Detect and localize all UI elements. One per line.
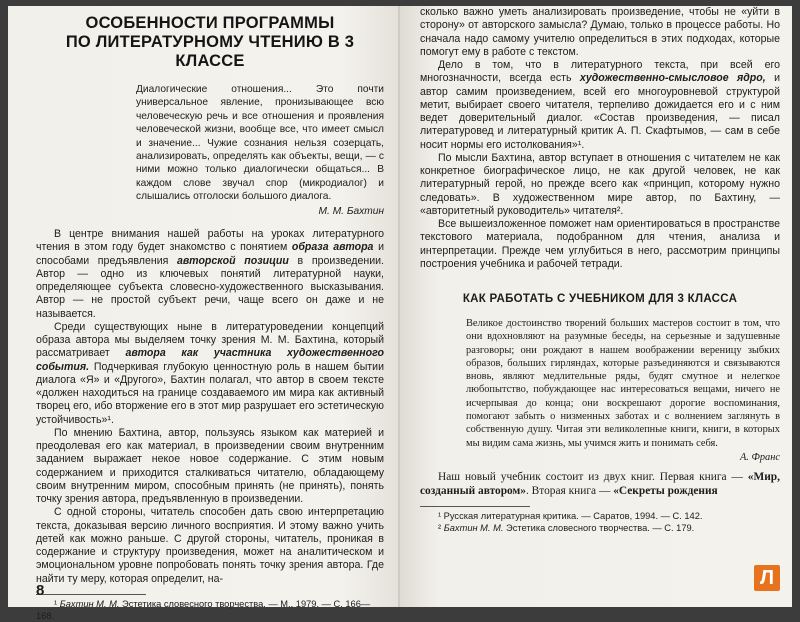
footnote-mark: ¹	[54, 598, 58, 609]
footnote-mark: ²	[438, 523, 442, 534]
footnote-divider	[36, 594, 146, 595]
text-span: и способами предъявления	[36, 241, 384, 267]
paragraph: С одной стороны, читатель способен дать свою интерпретацию текста, доказывая версию личного восприятия. И этому важно учить детей как можно раньше. С другой стороны, читатель, проникая в содержание и структуру произведения, может на аналитическом и эмоциональном уровне попробовать понять точку зрения автора. Где найти ту меру, которая определит, на-	[36, 506, 384, 585]
book-title: «Секреты рождения	[613, 485, 718, 498]
text-span: . Вторая книга —	[525, 485, 614, 498]
paragraph: По мнению Бахтина, автор, пользуясь языком как материей и преодолевая его как материал, в произведении своим внутренним заданием выражает некое новое содержание. С этим новым содержанием и приходится сталкиваться читателю, обладающему своим внутренним миром, способным принять (не принять), понять точку зрения автора, предъявленную в произведении.	[36, 426, 384, 506]
page-title	[36, 14, 384, 71]
text-span: в произведении. Автор — одно из ключевых понятий литературной науки, определяющее субъекта словесно-художественного высказывания. Автор — не простой субъект речи, чаще всего он даже и не называется.	[36, 254, 384, 320]
emphasis: авторской позиции	[177, 254, 289, 267]
body-text	[36, 228, 384, 586]
footnote-author: Бахтин М. М.	[443, 523, 504, 534]
emphasis: образа автора	[291, 241, 374, 254]
emphasis: автора как участника художественного события.	[36, 347, 384, 373]
right-page	[400, 6, 792, 607]
text-span: Наш новый учебник состоит из двух книг. Первая книга —	[438, 471, 748, 484]
paragraph: сколько важно уметь анализировать произведение, чтобы не «уйти в сторону» от авторского замысла? Думаю, только в процессе работы. Но сначала надо самому учителю определиться в этих подходах, которые помогут ему в работе с текстом.	[420, 6, 780, 58]
emphasis: художественно-смысловое ядро,	[579, 72, 766, 85]
left-page	[8, 6, 400, 621]
footnote-text: Эстетика словесного творчества. — С. 179.	[503, 523, 695, 534]
paragraph	[420, 470, 780, 498]
title-line-2: ПО ЛИТЕРАТУРНОМУ ЧТЕНИЮ В 3 КЛАССЕ	[65, 33, 355, 70]
epigraph	[136, 83, 384, 218]
epigraph-text: Великое достоинство творений больших мастеров состоит в том, что они вдохновляют на разумные беседы, на серьезные и задушевные разговоры; они рождают в нашем воображении вереницу зыбких образов, больших гирляндах, которые разъединяются и связываются вновь, являют медлительные ряды, будят смутное и нелегкое любопытство, побуждающее нас интересоваться вещами, ничего не исчерпывая до конца; они воскрешают дорогие воспоминания, помогают забыть о низменных заботах и с волнением заглянуть в собственную душу. Читая эти великолепные книги, книги, в которых мы видим сама жизнь, мы учимся жить и понимать себя.	[466, 318, 780, 449]
text-span: и автор самим произведением, всей его многоуровневой структурой метит, выбирает своего читателя, терпеливо дожидается его и с ним ведет доверительный диалог. «Состав произведения, — писал литературовед и литературный критик А. П. Скафтымов, — сам в себе носит нормы его истолкования»¹.	[420, 72, 780, 151]
labirint-logo-icon: Л	[754, 565, 780, 591]
footnote	[420, 523, 780, 535]
footnote-text: Эстетика словесного творчества. — М., 1979. — С. 166—168.	[36, 598, 371, 621]
paragraph	[36, 321, 384, 427]
epigraph-author: М. М. Бахтин	[318, 205, 384, 217]
footnote: ¹ Русская литературная критика. — Саратов, 1994. — С. 142.	[438, 511, 703, 522]
text-span: В центре внимания нашей работы на уроках литературного чтения в этом году будет знакомство с понятием	[36, 228, 384, 254]
book-title: «Мир, созданный автором»	[420, 471, 780, 498]
body-text-continued	[420, 470, 780, 498]
paragraph: По мысли Бахтина, автор вступает в отношения с читателем не как конкретное биографическое лицо, не как другой человек, не как литературный герой, но прежде всего как «принцип, которому нужно следовать». В художественном мире автор, по Бахтину, — «авторитетный руководитель» читателя².	[420, 151, 780, 217]
footnote	[36, 599, 384, 622]
text-span: Дело в том, что в литературного текста, при всей его многозначности, всегда есть	[420, 59, 780, 85]
body-text	[420, 6, 780, 271]
footnote-author: Бахтин М. М.	[59, 598, 120, 609]
paragraph	[420, 59, 780, 152]
section-heading: КАК РАБОТАТЬ С УЧЕБНИКОМ ДЛЯ 3 КЛАССА	[462, 293, 738, 305]
page-number: 8	[36, 582, 45, 599]
paragraph	[36, 228, 384, 321]
text-span: Среди существующих ныне в литературоведении концепций образа автора мы выделяем точку зрения М. М. Бахтина, который рассматривает	[36, 320, 384, 360]
epigraph	[466, 317, 780, 464]
paragraph: Все вышеизложенное поможет нам ориентироваться в пространстве текстового материала, подобранном для чтения, анализа и интерпретации. Прежде чем углубиться в него, рассмотрим принципы построения учебника и рабочей тетради.	[420, 218, 780, 270]
footnote-divider	[420, 506, 530, 507]
epigraph-author: А. Франс	[739, 451, 780, 463]
text-span: Подчеркивая глубокую ценностную роль в нашем бытии диалога «Я» и «Другого», Бахтин полагал, что автор в своем тексте «должен находиться на границе создаваемого им мира как активный творец его, ибо вторжение его в этот мир разрушает его эстетическую устойчивость»¹.	[36, 360, 384, 426]
title-line-1: ОСОБЕННОСТИ ПРОГРАММЫ	[85, 14, 335, 32]
epigraph-text: Диалогические отношения... Это почти универсальное явление, пронизывающее всю человеческую речь и все отношения и проявления человеческой жизни, вообще все, что имеет смысл и значение... Чужие сознания нельзя созерцать, анализировать, определять как объекты, вещи, — с ними можно только диалогически общаться... В каждом слове звучал спор (микродиалог) и слышались отголоски большого диалога.	[136, 84, 384, 203]
